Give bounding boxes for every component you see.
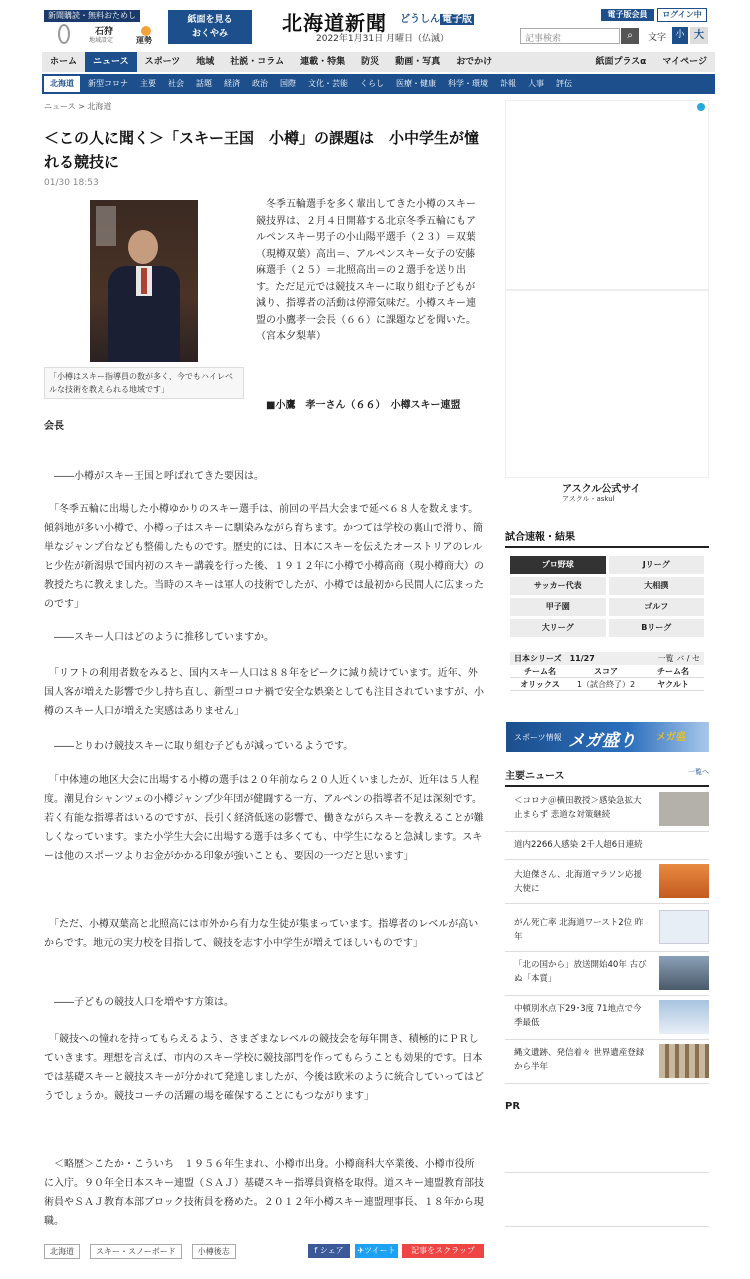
font-large-button[interactable]: 大: [690, 27, 708, 44]
news-title: 大迫傑さん、北海道マラソン応援大使に: [514, 870, 643, 894]
tab-npb[interactable]: プロ野球: [510, 556, 606, 574]
subnav-topics[interactable]: 話題: [196, 79, 212, 88]
list-item[interactable]: [505, 952, 709, 996]
list-item[interactable]: [505, 1040, 709, 1084]
news-title: 中頓別氷点下29･3度 71地点で今季最低: [514, 1004, 642, 1028]
tag-otaru[interactable]: 小樽後志: [192, 1244, 236, 1259]
pr-heading: PR: [505, 1101, 521, 1112]
nav-paper-plus[interactable]: 紙面プラスα: [595, 57, 647, 67]
font-small-button[interactable]: 小: [672, 27, 688, 44]
nav-video[interactable]: 動画・写真: [395, 57, 441, 67]
subnav-politics[interactable]: 政治: [252, 79, 268, 88]
divider: [505, 1172, 709, 1173]
scores-heading: 試合速報・結果: [505, 528, 709, 548]
tab-jleague[interactable]: Jリーグ: [609, 556, 705, 574]
nav-region[interactable]: 地域: [196, 57, 215, 67]
article-lead: 冬季五輪選手を多く輩出してきた小樽のスキー競技界は、２月４日開幕する北京冬季五輪にもアルペンスキー男子の小山陽平選手（２３）＝双葉（現樽双葉）高出＝、アルペンスキー女子の安藤麻選手（２５）＝北照高出＝の２選手を送り出す。ただ足元では競技スキーに取り組む子どもが減り、指導者の活動は停滞気味だ。小樽スキー連盟の小鷹孝一会長（６６）に課題などを聞いた。（宮本夕梨華）: [256, 199, 476, 342]
search-icon[interactable]: ⌕: [621, 28, 639, 44]
font-size-label: 文字: [648, 33, 667, 43]
tab-soccer-national[interactable]: サッカー代表: [510, 577, 606, 595]
subnav-living[interactable]: くらし: [360, 79, 384, 88]
article-paragraph: 「競技への憧れを持ってもらえるよう、さまざまなレベルの競技会を毎年開き、積極的にＰＲしていきます。理想を言えば、市内のスキー学校に競技部門を作ってもらうことも効果的です。日本では基礎スキーと競技スキーが分かれて発達しましたが、今後は欧米のように統合していってはどうでしょうか。競技コーチの活躍の場を確保することにもつながります」: [44, 1034, 484, 1102]
subnav-health[interactable]: 医療・健康: [396, 79, 436, 88]
divider: [505, 1226, 709, 1227]
article-paragraph: 「ただ、小樽双葉高と北照高には市外から有力な生徒が集まっています。指導者のレベルが高いからです。地元の実力校を目指して、競技を志す小中学生が増えてほしいものです」: [44, 919, 479, 949]
article-paragraph: ――スキー人口はどのように推移していますか。: [44, 632, 274, 643]
twitter-share-label: ツイート: [364, 1246, 396, 1255]
facebook-share-label: シェア: [319, 1246, 344, 1255]
article-title: ＜この人に聞く＞「スキー王国 小樽」の課題は 小中学生が憧れる競技に: [44, 129, 480, 171]
region-setting-link[interactable]: 地域設定: [89, 37, 114, 44]
mega-title: メガ盛り: [568, 731, 636, 751]
news-title: ＜コロナ＠横田教授＞感染急拡大止まらず 悲道な対策継続: [514, 796, 642, 820]
series-title: 日本シリーズ 11/27: [514, 654, 595, 663]
news-title: 道内2266人感染 2千人超6日連続: [514, 840, 643, 850]
facebook-icon: f: [314, 1246, 320, 1255]
subnav-hokkaido[interactable]: 北海道: [44, 76, 80, 92]
main-nav: [42, 52, 715, 72]
paper-view-button[interactable]: [168, 10, 252, 44]
nav-series[interactable]: 連載・特集: [300, 57, 346, 67]
interviewee-name: ■小鷹 孝一さん（６６） 小樽スキー連盟: [266, 400, 461, 411]
subnav-main[interactable]: 主要: [140, 79, 156, 88]
subnav-economy[interactable]: 経済: [224, 79, 240, 88]
scrap-button[interactable]: 記事をスクラップ: [402, 1244, 484, 1258]
article-tags: [44, 1244, 236, 1259]
date-display: 2022年1月31日 月曜日（仏滅）: [316, 34, 449, 44]
list-item[interactable]: [505, 996, 709, 1040]
region-name[interactable]: 石狩: [95, 27, 114, 37]
photo-face: [128, 230, 158, 264]
article-paragraph: 「中体連の地区大会に出場する小樽の選手は２０年前なら２０人近くいましたが、近年は５人程度。潮見台シャンツェの小樽ジャンプ少年団が健闘する一方、アルペンの指導者不足は深刻です。若く有能な指導者はいるのですが、長引く経済低迷の影響で、働きながらスキーを教えることが難しくなっています。また小学生大会に出場する選手は多くても、中学生になると急減します。スキーは他のスポーツよりお金がかかる印象が強いことも、要因の一つだと思います」: [44, 775, 484, 862]
breadcrumb[interactable]: ニュース > 北海道: [44, 102, 112, 111]
subnav-science[interactable]: 科学・環境: [448, 79, 488, 88]
tab-sumo[interactable]: 大相撲: [609, 577, 705, 595]
ad-banner-lower[interactable]: [505, 290, 709, 478]
home-team: オリックス: [520, 680, 560, 689]
article-photo[interactable]: [90, 200, 198, 362]
mega-label: スポーツ情報: [514, 733, 562, 742]
ad-title[interactable]: アスクル公式サイ: [562, 484, 641, 495]
nav-editorial[interactable]: 社説・コラム: [230, 57, 285, 67]
tag-hokkaido[interactable]: 北海道: [44, 1244, 80, 1259]
list-item[interactable]: [505, 860, 709, 904]
table-header: [510, 665, 704, 678]
subnav-society[interactable]: 社会: [168, 79, 184, 88]
article-paragraph: 「冬季五輪に出場した小樽ゆかりのスキー選手は、前回の平昌大会まで延べ６８人を数えます。傾斜地が多い小樽で、小樽っ子はスキーに馴染みながら育ちます。かつては学校の裏山で滑り、簡単なジャンプ台なども整備したものです。歴史的には、日本にスキーを伝えたオーストリアのレルヒ少佐が新潟県で国内初のスキー講義を行った後、１９１２年に小樽で小樽高商（現小樽商大）の教授たちに教えました。当時のスキーは軍人の技術でしたが、小樽では最初から民間人に広まったのです」: [44, 504, 484, 610]
fortune-link[interactable]: 運勢: [136, 36, 152, 45]
top-news-more-link[interactable]: 一覧へ: [688, 768, 709, 776]
series-scoreboard: [510, 652, 704, 691]
col-team: チーム名: [657, 667, 689, 676]
nav-sports[interactable]: スポーツ: [144, 57, 181, 67]
subnav-corona[interactable]: 新型コロナ: [88, 79, 128, 88]
list-item[interactable]: [505, 788, 709, 832]
tab-mlb[interactable]: 大リーグ: [510, 619, 606, 637]
tag-ski[interactable]: スキー・スノーボード: [90, 1244, 182, 1259]
table-row[interactable]: [510, 678, 704, 691]
site-header: [0, 0, 750, 52]
ad-subtitle[interactable]: アスクル - askul: [562, 495, 615, 503]
col-score: スコア: [594, 667, 618, 676]
article-timestamp: 01/30 18:53: [44, 178, 99, 188]
subnav-culture[interactable]: 文化・芸能: [308, 79, 348, 88]
top-news-heading: [505, 767, 709, 787]
news-thumbnail: [659, 1044, 709, 1078]
article-paragraph: ――子どもの競技人口を増やす方策は。: [44, 997, 234, 1008]
news-thumbnail: [659, 864, 709, 898]
twitter-share-button[interactable]: [355, 1244, 398, 1258]
ad-info-icon[interactable]: [697, 103, 705, 111]
ad-banner[interactable]: [505, 100, 709, 290]
login-status-button[interactable]: ログイン中: [657, 8, 707, 22]
series-header: [510, 652, 704, 665]
logo-subtitle-text: どうしん: [400, 14, 440, 25]
col-team: チーム名: [524, 667, 556, 676]
search-input[interactable]: 記事検索: [520, 28, 620, 44]
article-paragraph: ――とりわけ競技スキーに取り組む子どもが減っているようです。: [44, 741, 354, 752]
news-title: 「北の国から」放送開始40年 古びぬ「本質」: [514, 960, 647, 984]
subnav-international[interactable]: 国際: [280, 79, 296, 88]
interviewee-title: 会長: [44, 421, 64, 432]
away-team: ヤクルト: [657, 680, 689, 689]
site-logo[interactable]: 北海道新聞: [282, 11, 387, 35]
tab-golf[interactable]: ゴルフ: [609, 598, 705, 616]
twitter-icon: ✈: [357, 1246, 365, 1255]
top-news-title: 主要ニュース: [505, 771, 565, 782]
logo-subtitle: [400, 10, 474, 25]
subscribe-promo-link[interactable]: 新聞購読・無料おためし: [44, 10, 140, 22]
news-thumbnail: [659, 792, 709, 826]
photo-banner: [96, 206, 116, 246]
news-thumbnail: [659, 956, 709, 990]
obituary-label: おくやみ: [191, 29, 228, 39]
logo-edition-badge: 電子版: [442, 14, 472, 25]
nav-news[interactable]: ニュース: [85, 52, 137, 72]
paper-view-label: 紙面を見る: [187, 15, 233, 25]
sub-nav: [42, 74, 715, 94]
nav-disaster[interactable]: 防災: [361, 57, 380, 67]
list-item[interactable]: [505, 832, 709, 860]
list-item[interactable]: [505, 904, 709, 952]
news-title: 縄文遺跡、発信着々 世界遺産登録から半年: [514, 1048, 645, 1072]
photo-caption: 「小樽はスキー指導員の数が多く、今でもハイレベルな技術を教えられる地域です」: [44, 367, 244, 399]
photo-tie: [141, 268, 147, 294]
tab-koshien[interactable]: 甲子園: [510, 598, 606, 616]
article-biography: ＜略歴＞こたか・こういち １９５６年生まれ、小樽市出身。小樽商科大卒業後、小樽市役所に入庁。９０年全日本スキー連盟（ＳＡＪ）基礎スキー指導員資格を取得。道スキー連盟教育部技術員やＳＡＪ教育本部ブロック技術員を務めた。２０１２年小樽スキー連盟理事長、１８年から現職。: [44, 1159, 484, 1227]
news-title: がん死亡率 北海道ワースト2位 昨年: [514, 918, 644, 942]
series-link[interactable]: 一覧 バ / セ: [657, 654, 700, 663]
mega-logo: メガ盛: [656, 732, 686, 743]
mega-sports-banner[interactable]: [506, 722, 709, 752]
subnav-personnel[interactable]: 人事: [528, 79, 544, 88]
weather-icon: [58, 24, 70, 44]
nav-mypage[interactable]: マイページ: [662, 57, 707, 67]
nav-outing[interactable]: おでかけ: [456, 57, 493, 67]
news-thumbnail: [659, 1000, 709, 1034]
subnav-biography[interactable]: 評伝: [556, 79, 572, 88]
news-thumbnail: [659, 910, 709, 944]
score: 1（試合終了）2: [576, 680, 636, 689]
facebook-share-button[interactable]: [308, 1244, 350, 1258]
sports-tabs: [510, 556, 704, 637]
tab-bleague[interactable]: Bリーグ: [609, 619, 705, 637]
member-badge: 電子版会員: [601, 9, 654, 21]
nav-home[interactable]: ホーム: [50, 57, 78, 67]
article-paragraph: 「リフトの利用者数をみると、国内スキー人口は８８年をピークに減り続けています。近年、外国人客が増えた影響で少し持ち直し、新型コロナ禍で安全な娯楽としても注目されていますが、小樽のスキー人口が増えた実感はありません」: [44, 668, 484, 717]
subnav-obituary[interactable]: 訃報: [500, 79, 516, 88]
article-paragraph: ――小樽がスキー王国と呼ばれてきた要因は。: [44, 471, 264, 482]
